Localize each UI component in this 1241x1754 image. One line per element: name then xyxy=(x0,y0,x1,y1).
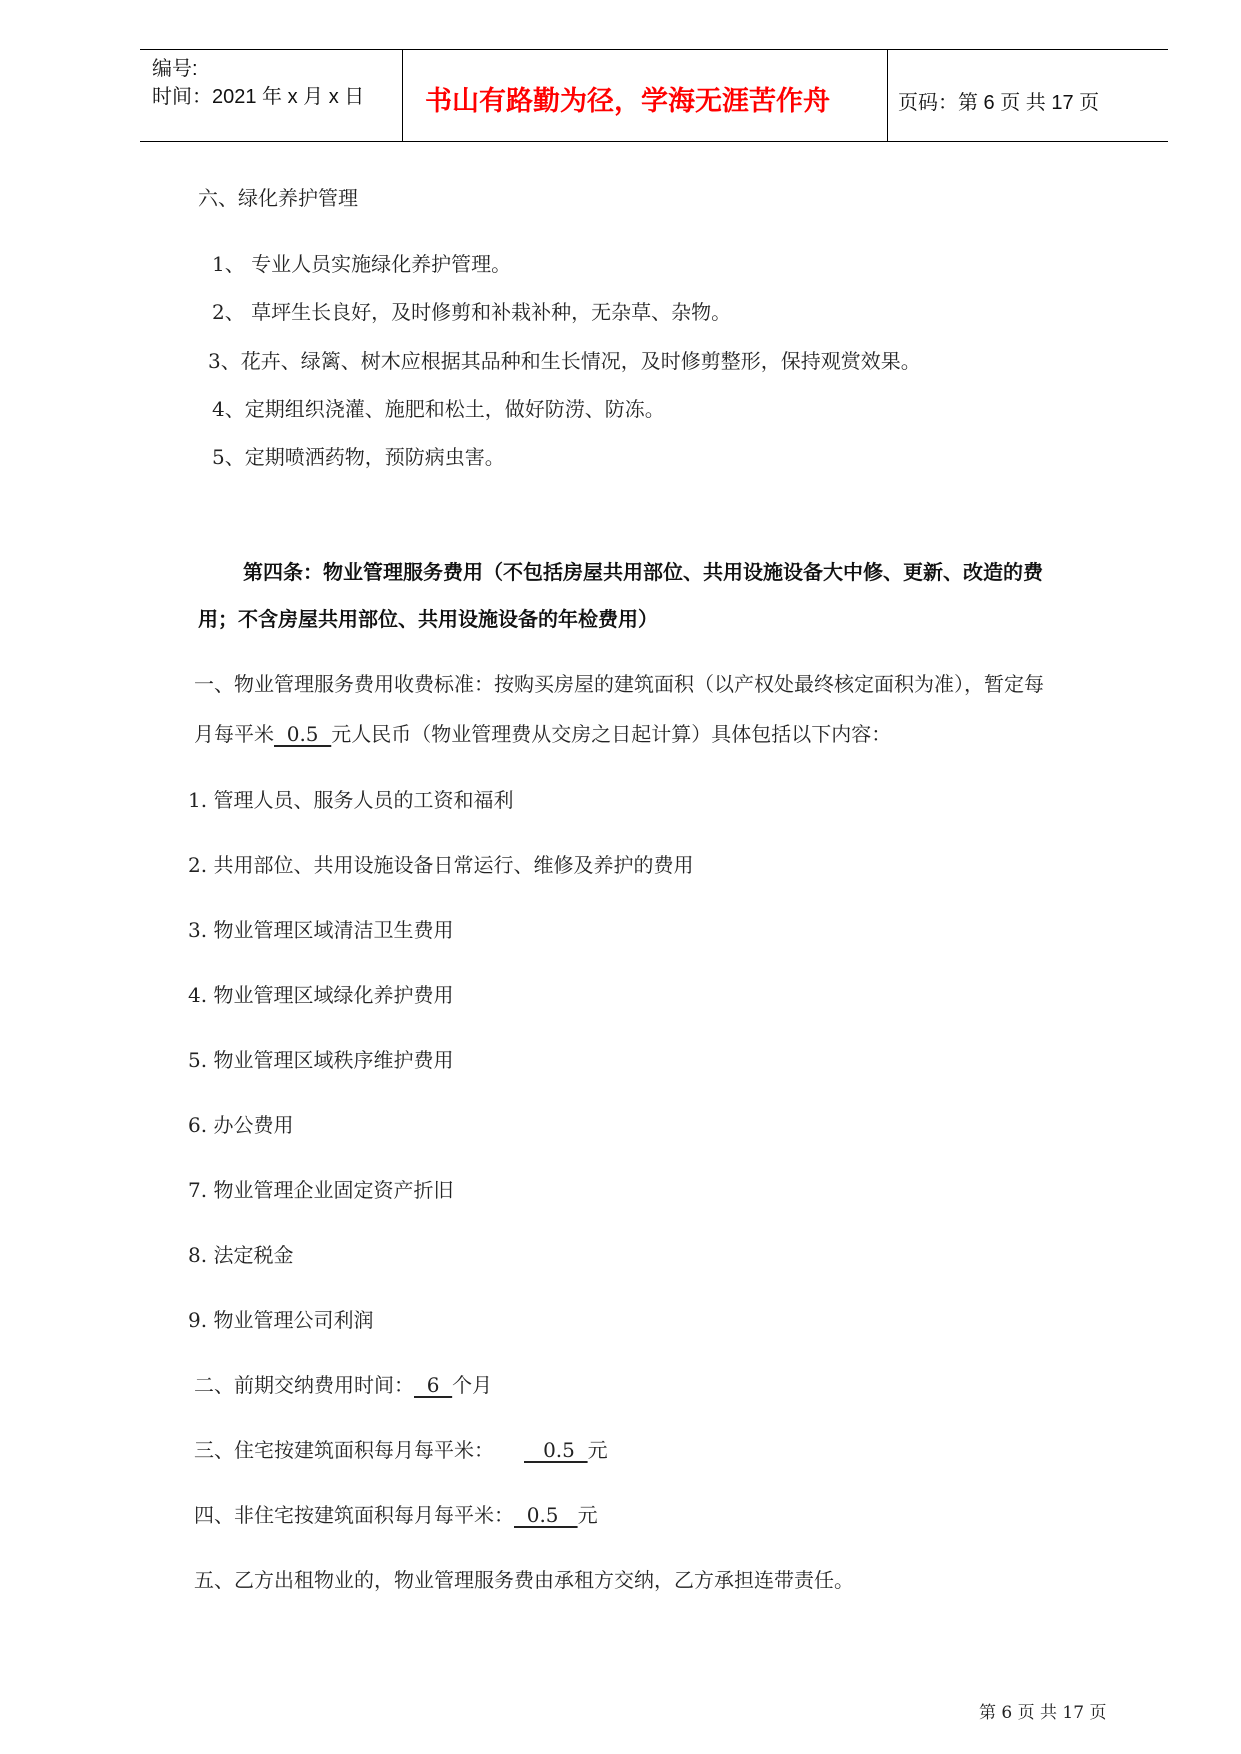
prepay-value: 6 xyxy=(414,1373,453,1397)
fee-item: 2. 共用部位、共用设施设备日常运行、维修及养护的费用 xyxy=(188,853,694,877)
serial-label: 编号: xyxy=(152,58,198,80)
header-divider-right xyxy=(887,49,888,142)
greening-item: 2、 草坪生长良好，及时修剪和补栽补种，无杂草、杂物。 xyxy=(212,300,732,324)
article4-heading-line2: 用；不含房屋共用部位、共用设施设备的年检费用） xyxy=(198,607,658,631)
nonresidential-unit: 元 xyxy=(577,1503,598,1527)
nonresidential-label: 四、非住宅按建筑面积每月每平米： xyxy=(194,1503,514,1527)
fee-item: 1. 管理人员、服务人员的工资和福利 xyxy=(188,788,514,812)
fee-item: 7. 物业管理企业固定资产折旧 xyxy=(188,1178,454,1202)
fee-item: 5. 物业管理区域秩序维护费用 xyxy=(188,1048,454,1072)
residential-unit: 元 xyxy=(587,1438,608,1462)
rental-clause: 五、乙方出租物业的，物业管理服务费由承租方交纳，乙方承担连带责任。 xyxy=(194,1568,854,1592)
prepay-unit: 个月 xyxy=(452,1373,493,1397)
fee-standard-value: 0.5 xyxy=(274,722,332,746)
header-divider-left xyxy=(402,49,403,142)
prepay-period xyxy=(194,1369,492,1398)
fee-item: 8. 法定税金 xyxy=(188,1243,294,1267)
residential-label: 三、住宅按建筑面积每月每平米： xyxy=(194,1438,494,1462)
fee-standard-suffix: 元人民币（物业管理费从交房之日起计算）具体包括以下内容： xyxy=(331,722,892,746)
footer-page-number: 第 6 页 共 17 页 xyxy=(979,1703,1107,1723)
fee-item: 3. 物业管理区域清洁卫生费用 xyxy=(188,918,454,942)
residential-value: 0.5 xyxy=(524,1438,588,1462)
article4-heading-line1: 第四条：物业管理服务费用（不包括房屋共用部位、共用设施设备大中修、更新、改造的费 xyxy=(243,560,1043,584)
greening-item: 3、花卉、绿篱、树木应根据其品种和生长情况，及时修剪整形，保持观赏效果。 xyxy=(208,349,921,373)
header-motto: 书山有路勤为径，学海无涯苦作舟 xyxy=(425,86,830,117)
date-label: 时间：2021 年 x 月 x 日 xyxy=(152,86,365,108)
greening-item: 5、定期喷洒药物，预防病虫害。 xyxy=(212,445,505,469)
header-bottom-rule xyxy=(140,141,1168,142)
fee-standard-line2 xyxy=(194,718,891,747)
header-page-info: 页码：第 6 页 共 17 页 xyxy=(898,92,1100,114)
greening-title: 六、绿化养护管理 xyxy=(198,186,358,210)
nonresidential-value: 0.5 xyxy=(514,1503,578,1527)
greening-item: 1、 专业人员实施绿化养护管理。 xyxy=(212,252,512,276)
greening-item: 4、定期组织浇灌、施肥和松土，做好防涝、防冻。 xyxy=(212,397,665,421)
fee-item: 9. 物业管理公司利润 xyxy=(188,1308,374,1332)
fee-standard-prefix: 月每平米 xyxy=(194,722,274,746)
fee-item: 6. 办公费用 xyxy=(188,1113,294,1137)
residential-fee xyxy=(194,1434,608,1463)
fee-standard-line1: 一、物业管理服务费用收费标准：按购买房屋的建筑面积（以产权处最终核定面积为准），暂定每 xyxy=(194,672,1044,696)
header-top-rule xyxy=(140,49,1168,50)
prepay-label: 二、前期交纳费用时间： xyxy=(194,1373,414,1397)
nonresidential-fee xyxy=(194,1499,598,1528)
fee-item: 4. 物业管理区域绿化养护费用 xyxy=(188,983,454,1007)
